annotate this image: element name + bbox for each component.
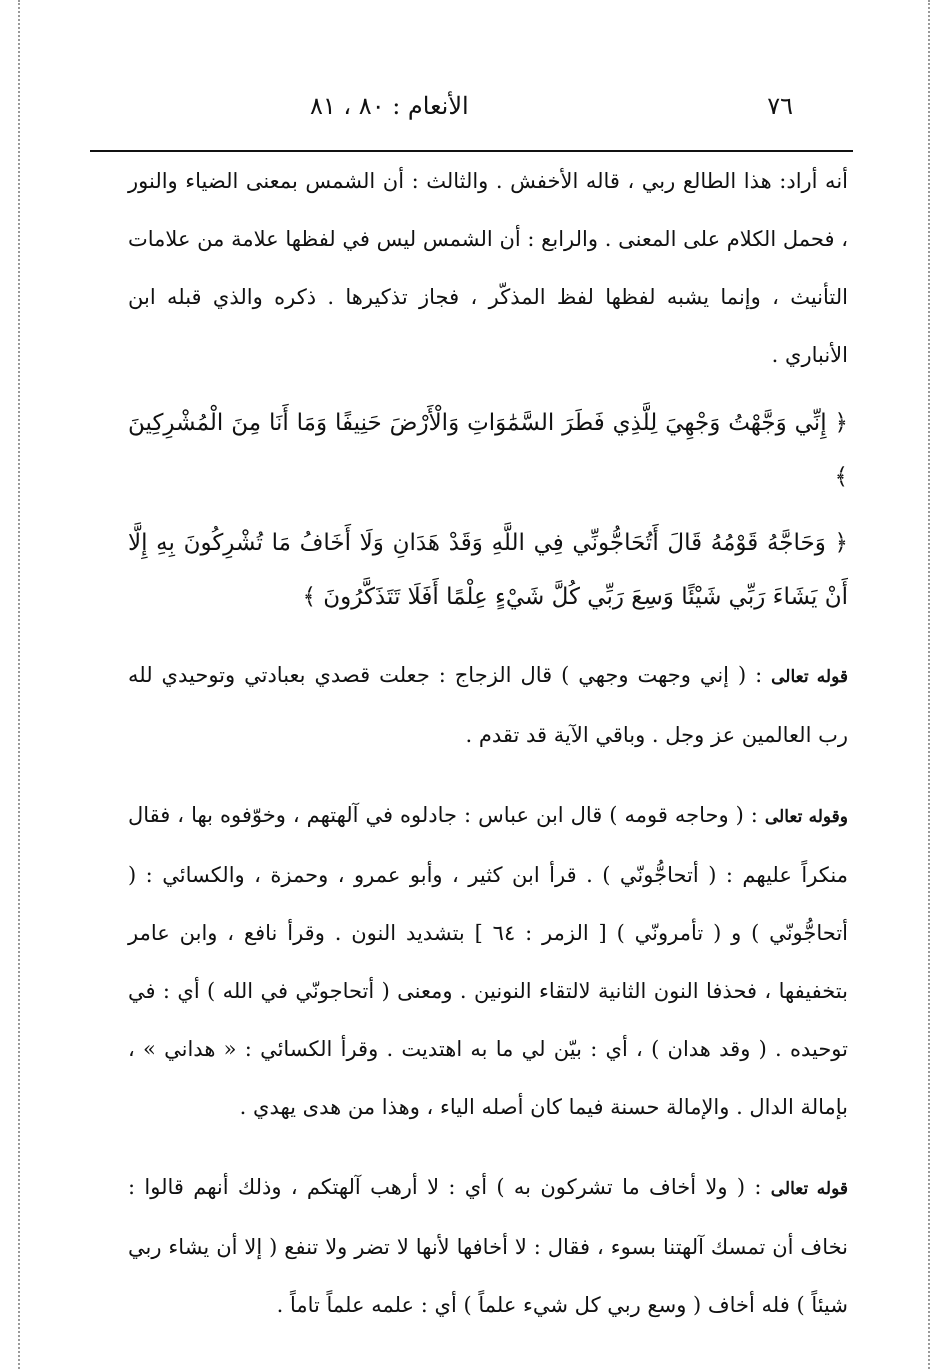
commentary-argument	[128, 786, 848, 1136]
commentary-text: : ( ولا أخاف ما تشركون به ) أي : لا أرهب آلهتكم ، وذلك أنهم قالوا : نخاف أن تمسك آلهتنا بسوء ، فقال : لا أخافها لأنها لا تضر ولا تنفع ( إلا أن يشاء ربي شيئاً ) فله أخاف ( وسع ربي كل شيء علماً ) أي : علمه علماً تاماً .	[128, 1175, 848, 1317]
commentary-text: : ( وحاجه قومه ) قال ابن عباس : جادلوه في آلهتهم ، وخوّفوه بها ، فقال منكراً عليهم : ( أتحاجُّونّي ) . قرأ ابن كثير ، وأبو عمرو ، وحمزة ، والكسائي : ( أتحاجُّونّي ) و ( تأمرونّي ) [ الزمر : ٦٤ ] بتشديد النون . وقرأ نافع ، وابن عامر بتخفيفها ، فحذفا النون الثانية لالتقاء النونين . ومعنى ( أتحاجونّي في الله ) أي : في توحيده . ( وقد هدان ) ، أي : بيّن لي ما به اهتديت . وقرأ الكسائي : « هداني » ، بإمالة الدال . والإمالة حسنة فيما كان أصله الياء ، وهذا من هدى يهدي .	[128, 803, 848, 1119]
commentary-label: وقوله تعالى	[764, 807, 848, 827]
quran-verse-79: ﴿ إِنِّي وَجَّهْتُ وَجْهِيَ لِلَّذِي فَطَرَ السَّمَٰوَاتِ وَالْأَرْضَ حَنِيفًا وَمَا أَنَا مِنَ الْمُشْرِكِينَ ﴾	[128, 410, 848, 490]
commentary-fear	[128, 1158, 848, 1334]
page-header	[80, 92, 793, 132]
commentary-text: : ( إني وجهت وجهي ) قال الزجاج : جعلت قصدي بعبادتي وتوحيدي لله رب العالمين عز وجل . وباقي الآية قد تقدم .	[128, 663, 848, 747]
page-number: ٧٦	[767, 92, 793, 120]
quran-verse-80: ﴿ وَحَاجَّهُ قَوْمُهُ قَالَ أَتُحَاجُّونِّي فِي اللَّهِ وَقَدْ هَدَانِ وَلَا أَخَافُ مَا تُشْرِكُونَ بِهِ إِلَّا أَنْ يَشَاءَ رَبِّي شَيْئًا وَسِعَ رَبِّي كُلَّ شَيْءٍ عِلْمًا أَفَلَا تَتَذَكَّرُونَ ﴾	[128, 530, 848, 610]
commentary-verse-79	[128, 646, 848, 764]
page-body	[128, 152, 848, 1334]
commentary-label: قوله تعالى	[771, 667, 848, 687]
paragraph-intro: أنه أراد: هذا الطالع ربي ، قاله الأخفش . والثالث : أن الشمس بمعنى الضياء والنور ، فحمل الكلام على المعنى . والرابع : أن الشمس ليس في لفظها علامة من علامات التأنيث ، وإنما يشبه لفظها لفظ المذكّر ، فجاز تذكيرها . ذكره والذي قبله ابن الأنباري .	[128, 169, 848, 367]
running-title: الأنعام : ٨٠ ، ٨١	[310, 92, 469, 120]
commentary-label: قوله تعالى	[770, 1179, 848, 1199]
